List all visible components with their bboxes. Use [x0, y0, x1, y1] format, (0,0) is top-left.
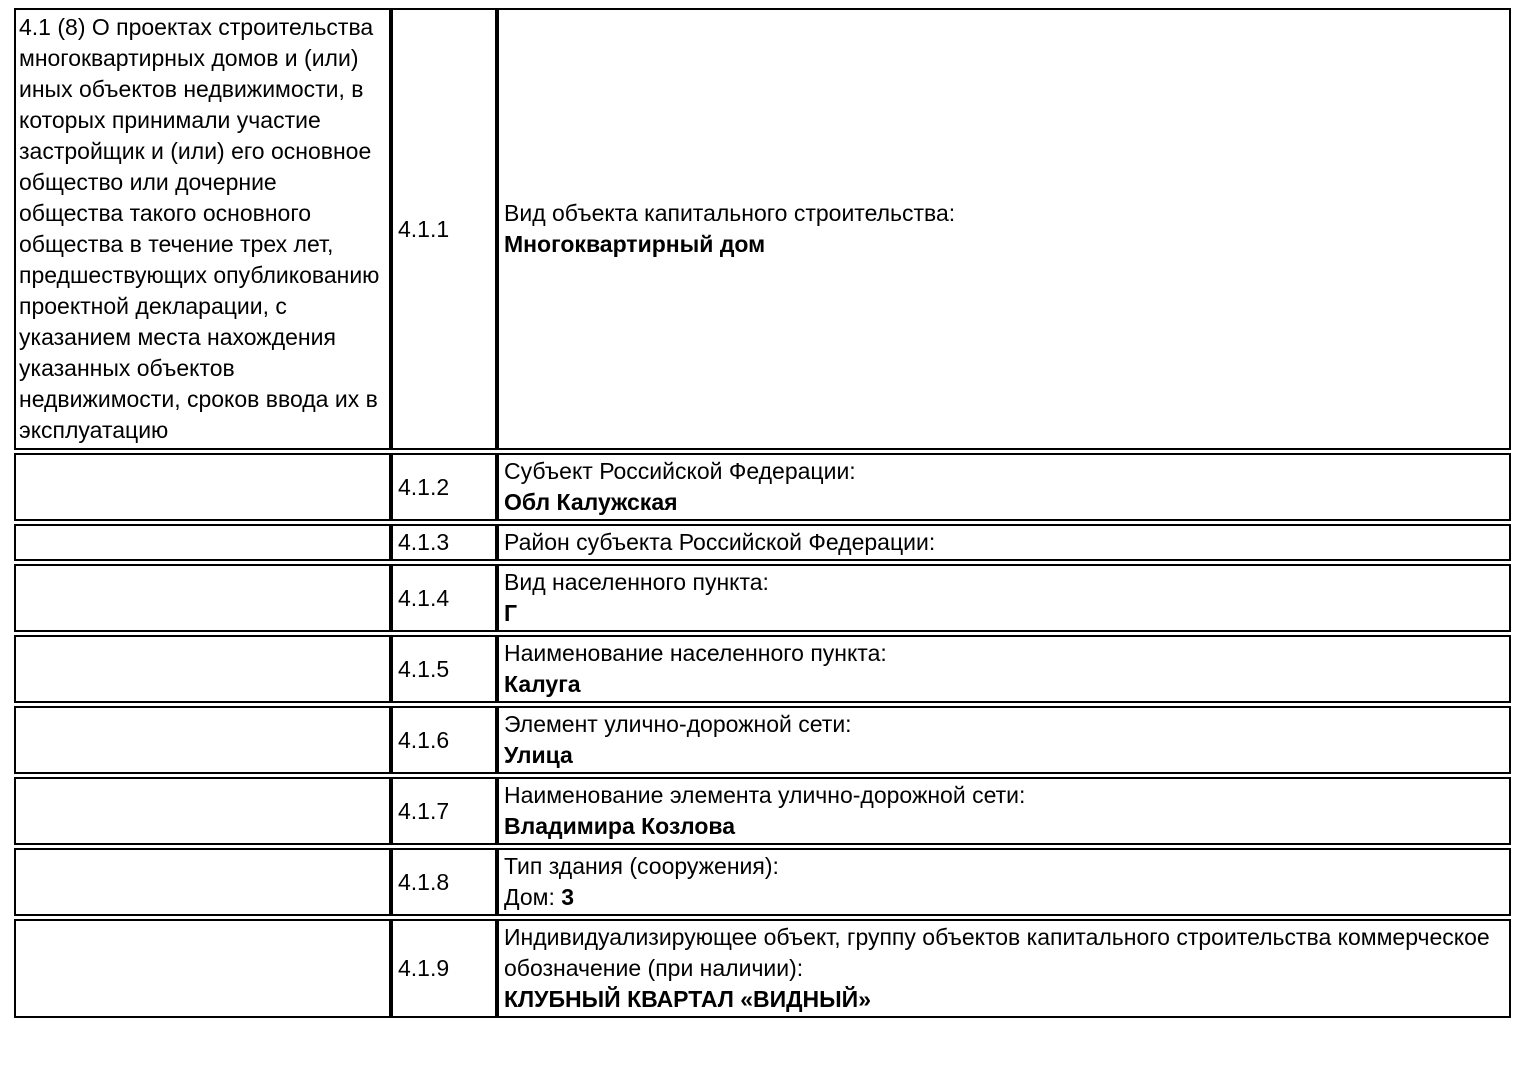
- field-value: Обл Калужская: [504, 489, 678, 515]
- section-description-cell: [14, 706, 391, 774]
- field-value: 3: [561, 884, 575, 910]
- section-description-text: 4.1 (8) О проектах строительства многоквартирных домов и (или) иных объектов недвижимости, в которых принимали участие застройщик и (или) его основное общество или дочерние общества такого основного общества в течение трех лет, предшествующих опубликованию проектной декларации, с указанием места нахождения указанных объектов недвижимости, сроков ввода их в эксплуатацию: [19, 14, 380, 443]
- field-cell: [497, 848, 1511, 916]
- field-value-line: [504, 984, 1503, 1015]
- row-number: 4.1.7: [398, 797, 450, 824]
- field-content: [504, 851, 1503, 913]
- field-label: Субъект Российской Федерации:: [504, 458, 856, 484]
- row-number-cell: [391, 524, 497, 561]
- row-number: 4.1.9: [398, 955, 450, 981]
- field-content: [504, 922, 1503, 1015]
- field-cell: [497, 453, 1511, 521]
- field-content: [504, 527, 1503, 558]
- field-content: [504, 709, 1503, 771]
- field-label: Индивидуализирующее объект, группу объектов капитального строительства коммерческое обозначение (при наличии):: [504, 924, 1490, 981]
- row-number-cell: [391, 8, 497, 450]
- field-label: Наименование населенного пункта:: [504, 640, 887, 666]
- section-description-cell: [14, 777, 391, 845]
- table-row: [14, 524, 1511, 561]
- field-value-line: [504, 229, 1503, 260]
- row-number: 4.1.4: [398, 584, 450, 611]
- table-row: [14, 453, 1511, 521]
- row-number-cell: [391, 777, 497, 845]
- row-number-cell: [391, 635, 497, 703]
- field-value: Владимира Козлова: [504, 813, 736, 839]
- declaration-table: [14, 8, 1511, 1021]
- field-content: [504, 567, 1503, 629]
- table-row: [14, 777, 1511, 845]
- field-label: Наименование элемента улично-дорожной сети:: [504, 782, 1026, 808]
- row-number: 4.1.5: [398, 655, 450, 682]
- field-content: [504, 198, 1503, 260]
- section-description-cell: [14, 564, 391, 632]
- field-label: Вид объекта капитального строительства:: [504, 200, 956, 226]
- table-row: [14, 848, 1511, 916]
- field-content: [504, 456, 1503, 518]
- field-cell: [497, 706, 1511, 774]
- field-value-line: [504, 811, 1503, 842]
- field-cell: [497, 777, 1511, 845]
- field-value-line: [504, 669, 1503, 700]
- field-cell: [497, 564, 1511, 632]
- row-number-cell: [391, 706, 497, 774]
- field-content: [504, 638, 1503, 700]
- field-value-line: [504, 487, 1503, 518]
- field-cell: [497, 8, 1511, 450]
- section-description-cell: [14, 919, 391, 1018]
- table-row: [14, 8, 1511, 450]
- field-cell: [497, 635, 1511, 703]
- value-prefix: Дом:: [504, 884, 562, 910]
- row-number: 4.1.3: [398, 529, 450, 555]
- section-description-cell: [14, 635, 391, 703]
- field-value: Многоквартирный дом: [504, 231, 766, 257]
- field-content: [504, 780, 1503, 842]
- field-label: Элемент улично-дорожной сети:: [504, 711, 852, 737]
- field-label: Вид населенного пункта:: [504, 569, 769, 595]
- row-number: 4.1.2: [398, 473, 450, 500]
- field-value: Улица: [504, 742, 573, 768]
- row-number: 4.1.8: [398, 868, 450, 895]
- field-cell: [497, 919, 1511, 1018]
- section-description-cell: [14, 8, 391, 450]
- table-row: [14, 564, 1511, 632]
- section-description-cell: [14, 524, 391, 561]
- field-label: Тип здания (сооружения):: [504, 853, 779, 879]
- table-row: [14, 706, 1511, 774]
- row-number: 4.1.1: [398, 215, 450, 242]
- field-value: Г: [504, 600, 518, 626]
- row-number-cell: [391, 564, 497, 632]
- field-cell: [497, 524, 1511, 561]
- row-number-cell: [391, 848, 497, 916]
- row-number-cell: [391, 919, 497, 1018]
- field-value: КЛУБНЫЙ КВАРТАЛ «ВИДНЫЙ»: [504, 986, 872, 1012]
- field-value-line: [504, 598, 1503, 629]
- field-value: Калуга: [504, 671, 581, 697]
- row-number: 4.1.6: [398, 726, 450, 753]
- section-description-cell: [14, 848, 391, 916]
- table-row: [14, 919, 1511, 1018]
- row-number-cell: [391, 453, 497, 521]
- field-value-line: [504, 882, 1503, 913]
- field-value-line: [504, 740, 1503, 771]
- section-description-cell: [14, 453, 391, 521]
- field-label: Район субъекта Российской Федерации:: [504, 529, 936, 555]
- table-row: [14, 635, 1511, 703]
